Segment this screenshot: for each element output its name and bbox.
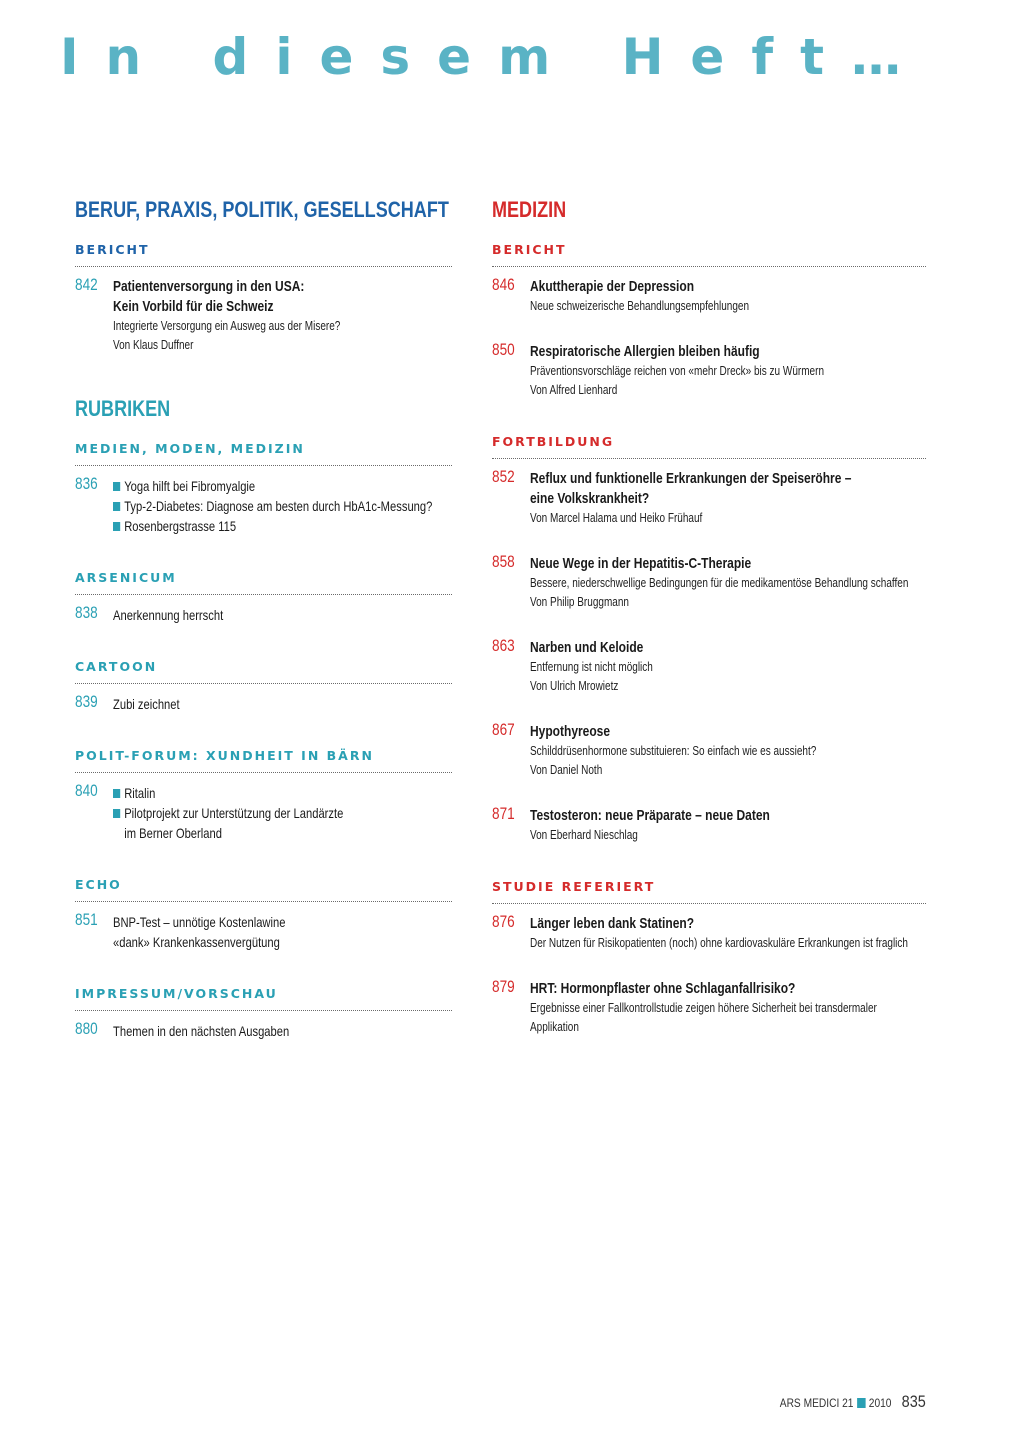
page-title: In diesem Heft… [59, 28, 928, 86]
entry-author: Von Ulrich Mrowietz [530, 679, 619, 693]
entry-title: Zubi zeichnet [113, 696, 180, 712]
page-number: 846 [492, 275, 515, 294]
category-cartoon: CARTOON [75, 659, 452, 684]
toc-entry[interactable] [492, 469, 926, 528]
page-number: 852 [492, 467, 515, 486]
entry-title: Reflux und funktionelle Erkrankungen der Speiseröhre – [530, 470, 852, 487]
toc-entry[interactable] [492, 979, 926, 1037]
toc-entry[interactable] [492, 342, 926, 400]
toc-entry[interactable] [492, 722, 926, 780]
page-footer [780, 1392, 926, 1412]
category-echo: ECHO [75, 877, 452, 902]
section-heading-beruf: BERUF, PRAXIS, POLITIK, GESELLSCHAFT [75, 197, 449, 222]
entry-subtitle: Ergebnisse einer Fallkontrollstudie zeigen höhere Sicherheit bei transdermaler Applikation [530, 1001, 877, 1034]
page-number: 840 [75, 781, 98, 800]
page-number: 839 [75, 692, 98, 711]
entry-author: Von Philip Bruggmann [530, 595, 629, 609]
list-item: Pilotprojekt zur Unterstützung der Landärzte [113, 803, 452, 823]
entry-subtitle: Neue schweizerische Behandlungsempfehlungen [530, 299, 750, 313]
category-polit-forum: POLIT-FORUM: XUNDHEIT IN BÄRN [75, 748, 452, 773]
right-column [492, 196, 926, 1071]
group-arsenicum [75, 570, 452, 625]
entry-title: Neue Wege in der Hepatitis-C-Therapie [530, 555, 752, 572]
page-number: 879 [492, 977, 515, 996]
toc-entry[interactable] [492, 914, 926, 953]
entry-author: Von Daniel Noth [530, 763, 603, 777]
section-heading-rubriken: RUBRIKEN [75, 396, 171, 421]
journal-name: ARS MEDICI 21 [779, 1396, 854, 1410]
entry-title: Narben und Keloide [530, 639, 644, 656]
entry-subtitle: Der Nutzen für Risikopatienten (noch) ohne kardiovaskuläre Erkrankungen ist fraglich [530, 936, 908, 950]
page-number: 876 [492, 912, 515, 931]
group-bericht-left [75, 242, 452, 355]
bullet-square-icon [113, 809, 120, 818]
bullet-square-icon [113, 789, 120, 798]
page-number: 863 [492, 636, 515, 655]
category-arsenicum: ARSENICUM [75, 570, 452, 595]
page-number: 880 [75, 1019, 98, 1038]
entry-author: Von Alfred Lienhard [530, 383, 618, 397]
toc-entry[interactable] [492, 277, 926, 316]
entry-author: Von Eberhard Nieschlag [530, 828, 638, 842]
page-number: 851 [75, 910, 98, 929]
category-bericht: BERICHT [75, 242, 452, 267]
entry-title: Hypothyreose [530, 723, 611, 740]
toc-entry[interactable] [75, 694, 452, 714]
group-fortbildung [492, 434, 926, 845]
group-impressum [75, 986, 452, 1041]
toc-entry[interactable] [75, 783, 452, 843]
section-heading-medizin: MEDIZIN [492, 197, 567, 222]
page-number: 842 [75, 275, 98, 294]
page-number: 850 [492, 340, 515, 359]
separator-square-icon [857, 1398, 866, 1408]
entry-title: Kein Vorbild für die Schweiz [113, 298, 274, 315]
entry-title: Länger leben dank Statinen? [530, 915, 695, 932]
list-item: Typ-2-Diabetes: Diagnose am besten durch HbA1c-Messung? [113, 496, 452, 516]
category-medien: MEDIEN, MODEN, MEDIZIN [75, 441, 452, 466]
list-item: Rosenbergstrasse 115 [113, 516, 452, 536]
toc-entry[interactable] [75, 1021, 452, 1041]
entry-title: eine Volkskrankheit? [530, 490, 650, 507]
entry-subtitle: Bessere, niederschwellige Bedingungen für die medikamentöse Behandlung schaffen [530, 576, 909, 590]
entry-title: Themen in den nächsten Ausgaben [113, 1023, 290, 1039]
category-fortbildung: FORTBILDUNG [492, 434, 926, 459]
bullet-square-icon [113, 522, 120, 531]
left-column [75, 196, 452, 1075]
list-item-continuation: im Berner Oberland [124, 825, 222, 841]
entry-title: HRT: Hormonpflaster ohne Schlaganfallrisiko? [530, 980, 796, 997]
toc-entry[interactable] [492, 554, 926, 612]
entry-title: Testosteron: neue Präparate – neue Daten [530, 807, 770, 824]
group-medien [75, 441, 452, 536]
entry-title: Patientenversorgung in den USA: [113, 278, 305, 295]
toc-entry[interactable] [492, 806, 926, 845]
entry-title: Respiratorische Allergien bleiben häufig [530, 343, 760, 360]
category-studie-referiert: STUDIE REFERIERT [492, 879, 926, 904]
page-number: 838 [75, 603, 98, 622]
entry-subtitle: Schilddrüsenhormone substituieren: So einfach wie es aussieht? [530, 744, 817, 758]
group-polit-forum [75, 748, 452, 843]
toc-entry[interactable] [75, 476, 452, 536]
page-number: 871 [492, 804, 515, 823]
page-number: 836 [75, 474, 98, 493]
list-item: Yoga hilft bei Fibromyalgie [113, 476, 452, 496]
category-impressum: IMPRESSUM/VORSCHAU [75, 986, 452, 1011]
group-cartoon [75, 659, 452, 714]
toc-entry[interactable] [75, 912, 452, 952]
toc-entry[interactable] [75, 277, 452, 355]
entry-title: Akuttherapie der Depression [530, 278, 695, 295]
entry-subtitle: Präventionsvorschläge reichen von «mehr Dreck» bis zu Würmern [530, 364, 825, 378]
group-bericht-right [492, 242, 926, 400]
toc-entry[interactable] [75, 605, 452, 625]
list-item: Ritalin [113, 783, 452, 803]
page-number: 858 [492, 552, 515, 571]
group-studie [492, 879, 926, 1037]
bullet-square-icon [113, 482, 120, 491]
toc-entry[interactable] [492, 638, 926, 696]
entry-author: Von Marcel Halama und Heiko Frühauf [530, 511, 703, 525]
entry-author: Von Klaus Duffner [113, 338, 194, 352]
bullet-square-icon [113, 502, 120, 511]
page-number: 867 [492, 720, 515, 739]
group-echo [75, 877, 452, 952]
category-bericht: BERICHT [492, 242, 926, 267]
entry-subtitle: Entfernung ist nicht möglich [530, 660, 653, 674]
entry-subtitle: Integrierte Versorgung ein Ausweg aus der Misere? [113, 319, 341, 333]
entry-title: Anerkennung herrscht [113, 607, 224, 623]
entry-title: «dank» Krankenkassenvergütung [113, 934, 280, 950]
page-number-footer: 835 [901, 1392, 926, 1411]
entry-title: BNP-Test – unnötige Kostenlawine [113, 914, 286, 930]
issue-year: 2010 [868, 1396, 892, 1410]
